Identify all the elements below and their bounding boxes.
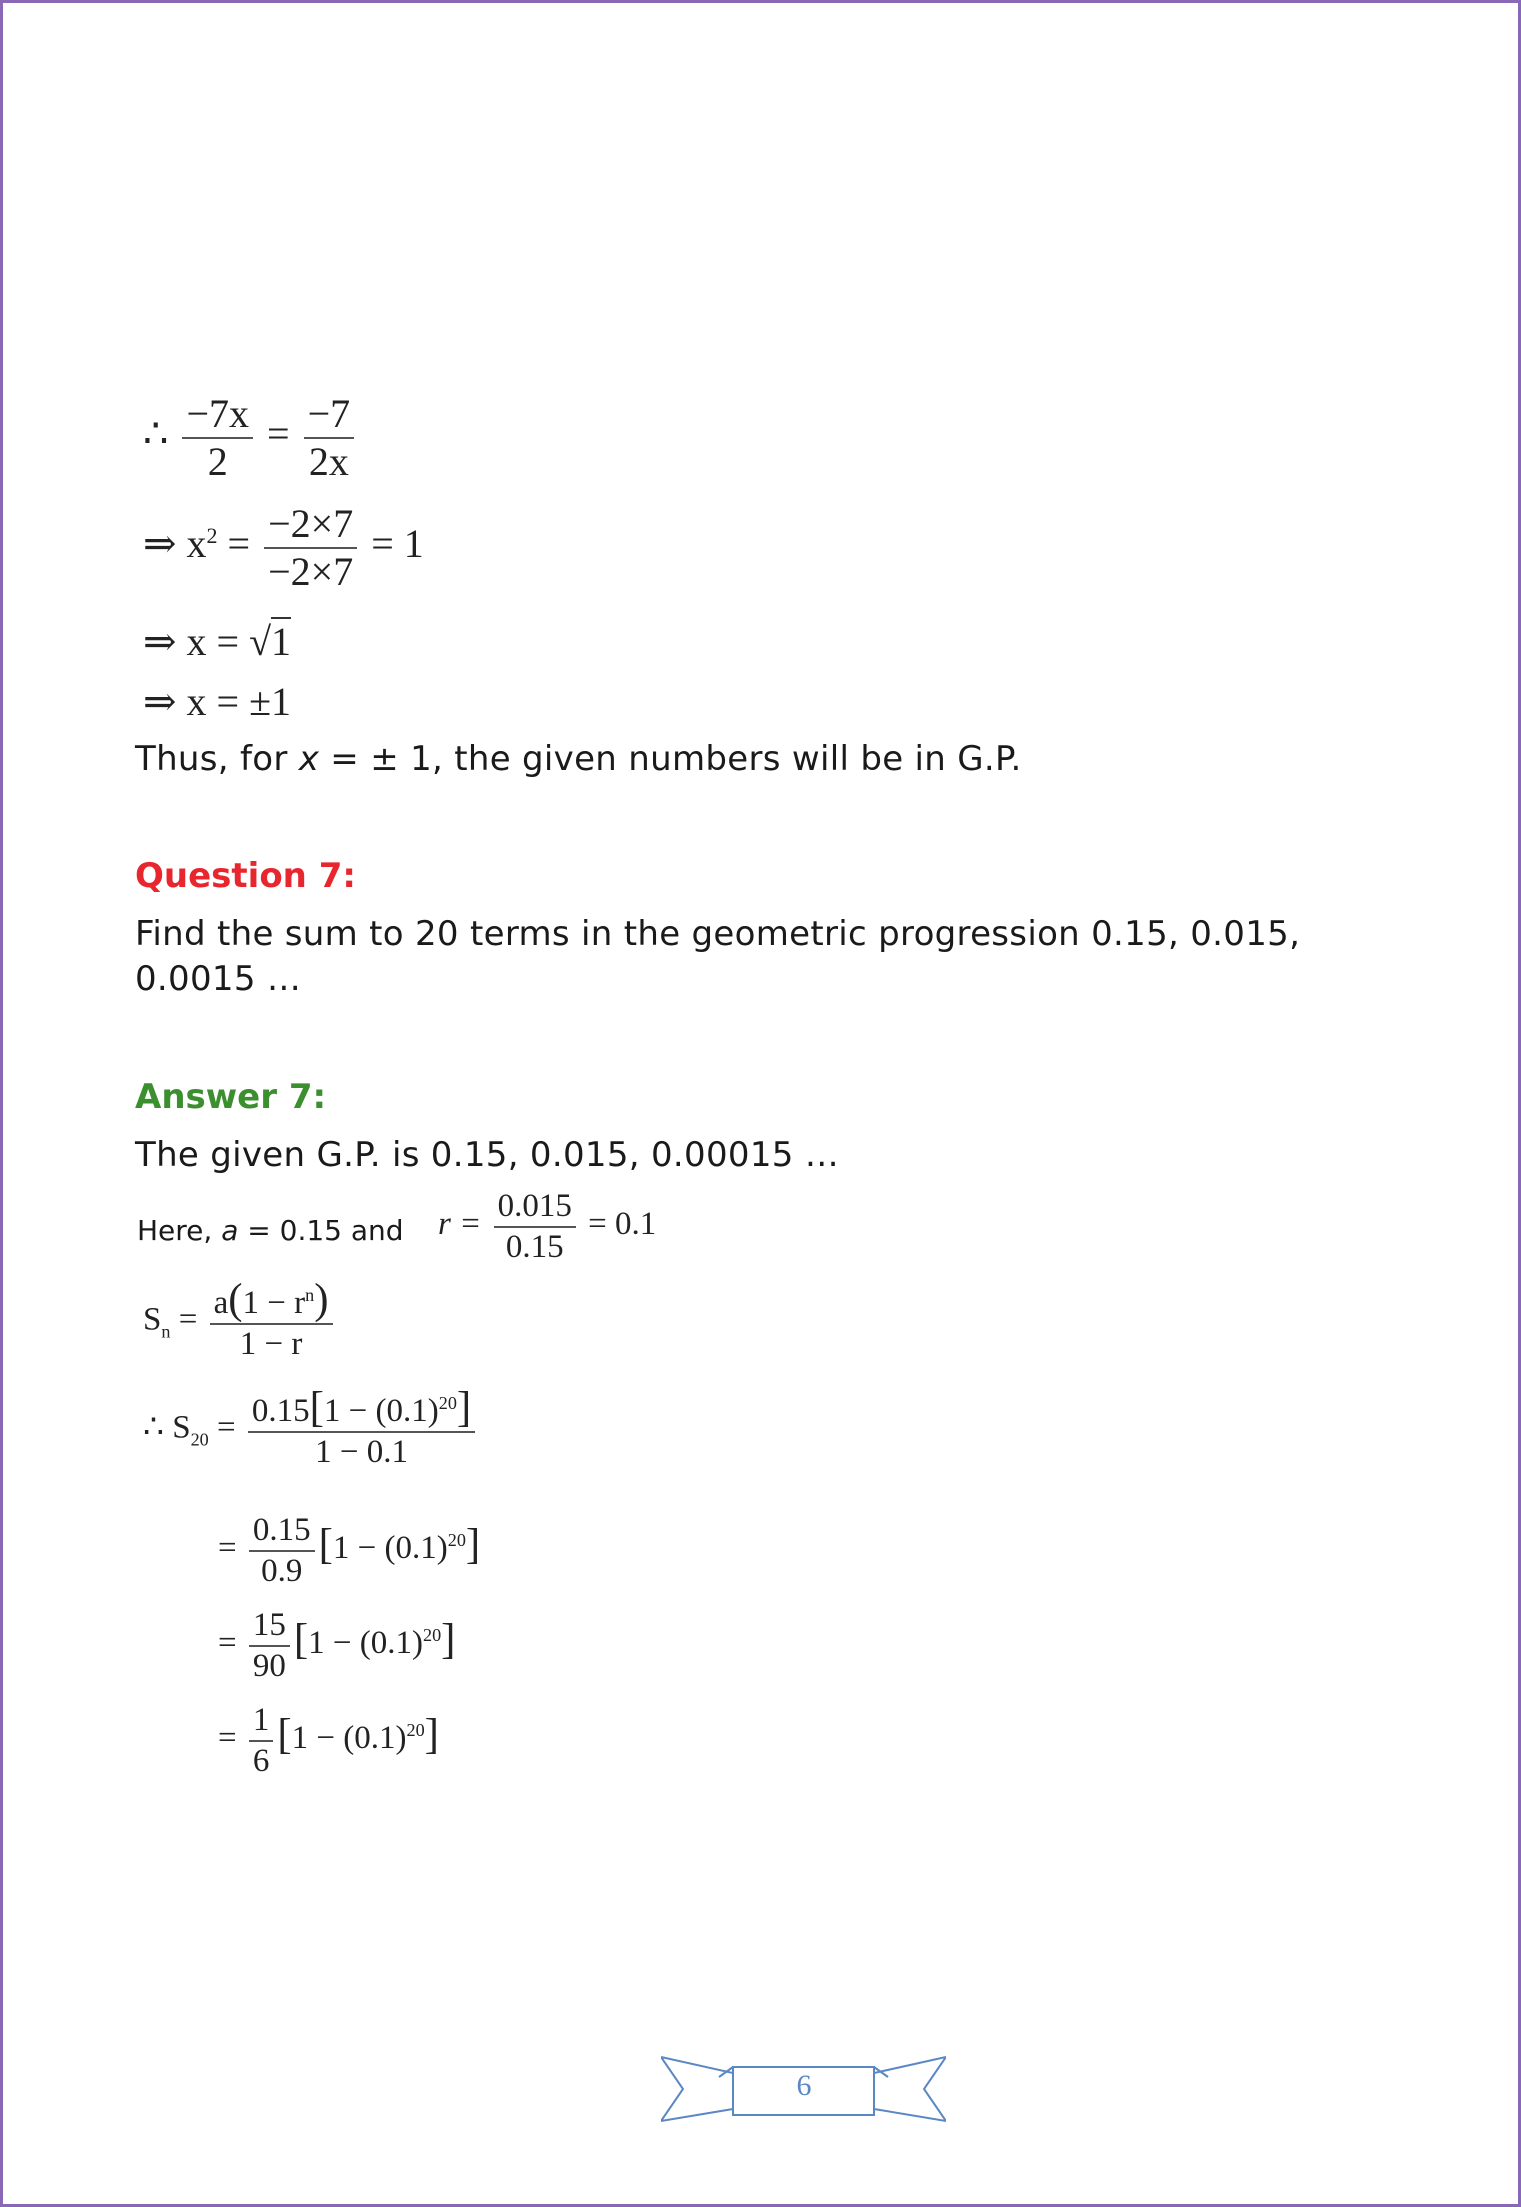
answer-intro: The given G.P. is 0.15, 0.015, 0.00015 … — [135, 1135, 840, 1175]
fraction: $\frac{-2\times 7}{-2\times 7}$ — [264, 503, 357, 593]
step-2: = $\frac{15}{90}$ $[1 - (0.1)^{20}]$ — [218, 1607, 456, 1684]
equation-line-2: ⇒ $x^2$ = $\frac{-2\times 7}{-2\times 7}$ = 1 — [143, 501, 424, 594]
question-text-line-2: 0.0015 … — [135, 959, 302, 999]
question-text-line-1: Find the sum to 20 terms in the geometric progression 0.15, 0.015, — [135, 914, 1301, 954]
step-1: = $\frac{0.15}{0.9}$ $[1 - (0.1)^{20}]$ — [218, 1512, 481, 1589]
question-title: Question 7: — [135, 856, 356, 896]
step-3: = $\frac{1}{6}$ $[1 - (0.1)^{20}]$ — [218, 1702, 439, 1779]
ratio-equation: r = $\frac{0.015}{0.15}$ = 0.1 — [438, 1188, 657, 1265]
fraction-left: $\frac{-7x}{2}$ — [182, 393, 253, 483]
equation-line-3: ⇒ x = √1 — [143, 619, 292, 664]
sum-formula: $S_n$ = $\frac{a(1 - r^n)}{1 - r}$ — [143, 1283, 337, 1361]
s20-formula: ∴ $S_{20}$ = $\frac{0.15[1 - (0.1)^{20}]}{1 - 0.1}$ — [143, 1391, 479, 1469]
equation-line-1: ∴ $\frac{-7x}{2}$ = $\frac{-7}{2x}$ — [143, 393, 358, 483]
answer-title: Answer 7: — [135, 1077, 327, 1117]
fraction-right: $\frac{-7}{2x}$ — [304, 393, 355, 483]
equation-line-4: ⇒ x = ±1 — [143, 679, 292, 724]
here-line: Here, a = 0.15 and — [137, 1214, 404, 1247]
conclusion-text: Thus, for x = ± 1, the given numbers will be in G.P. — [135, 739, 1022, 779]
page-number: 6 — [796, 2069, 812, 2102]
therefore-symbol: ∴ — [143, 411, 169, 457]
sqrt-symbol: √ — [249, 619, 272, 664]
